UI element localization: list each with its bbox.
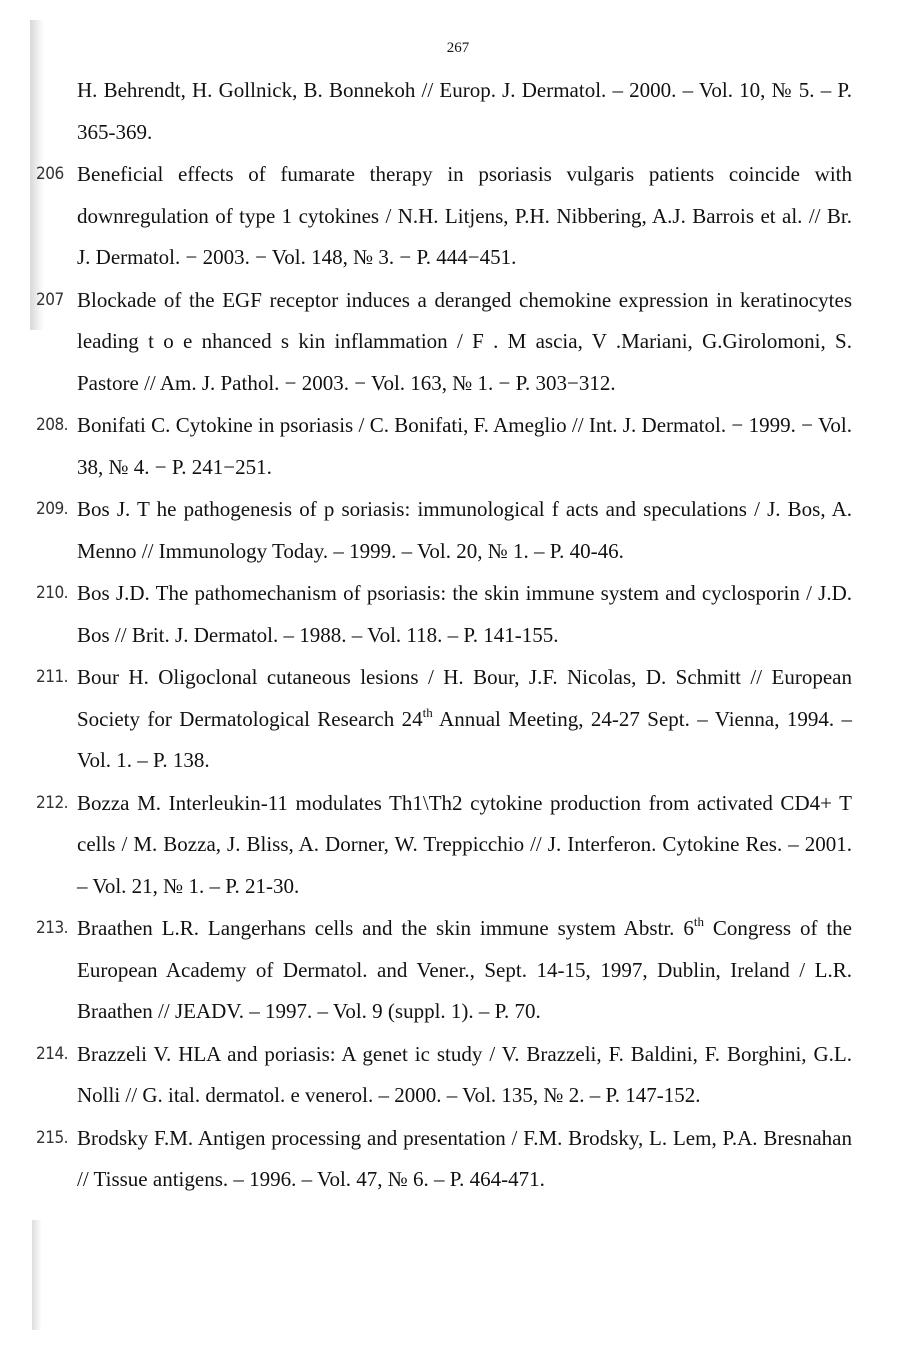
reference-number: 214.	[36, 1043, 69, 1064]
reference-text: Brodsky F.M. Antigen processing and presentation / F.M. Brodsky, L. Lem, P.A. Bresnahan // Tissue antigens. – 1996. – Vol. 47, № 6. – P. 464-471.	[77, 1125, 852, 1191]
reference-number: 207	[36, 289, 64, 310]
page-number: 267	[446, 40, 470, 56]
reference-text-part: Annual Meeting, 24-27 Sept. – Vienna, 1994. – Vol. 1. – P. 138.	[77, 706, 852, 772]
reference-207	[36, 280, 852, 405]
superscript: th	[693, 914, 704, 929]
reference-number: 211.	[36, 667, 69, 687]
reference-number: 215.	[36, 1127, 69, 1148]
reference-214	[36, 1034, 852, 1117]
reference-215	[36, 1118, 852, 1201]
reference-text: Bonifati C. Cytokine in psoriasis / C. Bonifati, F. Ameglio // Int. J. Dermatol. − 1999. − Vol. 38, № 4. − P. 241−251.	[77, 413, 852, 479]
reference-208	[36, 405, 852, 488]
reference-text-part: Braathen L.R. Langerhans cells and the skin immune system Abstr. 6	[77, 916, 694, 940]
reference-text: Bos J. T he pathogenesis of p soriasis: immunological f acts and speculations / J. Bos, A. Menno // Immunology Today. – 1999. – Vol. 20, № 1. – P. 40-46.	[77, 497, 852, 563]
reference-number: 210.	[36, 583, 69, 603]
reference-209	[36, 489, 852, 572]
reference-continuation	[36, 70, 852, 153]
reference-number: 212.	[36, 792, 69, 813]
reference-text: Bozza M. Interleukin-11 modulates Th1\Th2 cytokine production from activated CD4+ T cells / M. Bozza, J. Bliss, A. Dorner, W. Treppicchio // J. Interferon. Cytokine Res. – 2001. – Vol. 21, № 1. – P. 21-30.	[77, 790, 852, 898]
reference-210	[36, 573, 852, 656]
reference-211	[36, 657, 852, 782]
reference-text: Bos J.D. The pathomechanism of psoriasis: the skin immune system and cyclosporin / J.D. Bos // Brit. J. Dermatol. – 1988. – Vol. 118. – P. 141-155.	[77, 581, 852, 647]
reference-text-part: Bour H. Oligoclonal cutaneous lesions / H. Bour, J.F. Nicolas, D. Schmitt // European Society for Dermatological Research 24	[77, 665, 852, 731]
reference-list	[36, 70, 852, 1202]
reference-number: 208.	[36, 415, 69, 435]
reference-text-part: Congress of the European Academy of Dermatol. and Vener., Sept. 14-15, 1997, Dublin, Ireland / L.R. Braathen // JEADV. – 1997. – Vol. 9 (suppl. 1). – P. 70.	[77, 916, 852, 1023]
reference-213	[36, 908, 852, 1033]
reference-206	[36, 154, 852, 279]
reference-text	[77, 908, 852, 1033]
scan-shadow-bottom	[32, 1220, 42, 1330]
reference-number: 213.	[36, 918, 69, 938]
reference-text: H. Behrendt, H. Gollnick, B. Bonnekoh // Europ. J. Dermatol. – 2000. – Vol. 10, № 5. – P. 365-369.	[77, 78, 852, 144]
reference-text: Brazzeli V. HLA and poriasis: A genet ic study / V. Brazzeli, F. Baldini, F. Borghini, G.L. Nolli // G. ital. dermatol. e venerol. – 2000. – Vol. 135, № 2. – P. 147-152.	[77, 1041, 852, 1107]
superscript: th	[422, 704, 433, 720]
reference-number: 209.	[36, 499, 69, 519]
reference-212	[36, 783, 852, 908]
reference-text: Beneficial effects of fumarate therapy in psoriasis vulgaris patients coincide with downregulation of type 1 cytokines / N.H. Litjens, P.H. Nibbering, A.J. Barrois et al. // Br. J. Dermatol. − 2003. − Vol. 148, № 3. − P. 444−451.	[77, 162, 852, 269]
reference-text: Blockade of the EGF receptor induces a deranged chemokine expression in keratinocytes leading t o e nhanced s kin inflammation / F . M ascia, V .Mariani, G.Girolomoni, S. Pastore // Am. J. Pathol. − 2003. − Vol. 163, № 1. − P. 303−312.	[77, 287, 852, 395]
reference-text	[77, 657, 852, 782]
reference-number: 206	[36, 164, 64, 184]
